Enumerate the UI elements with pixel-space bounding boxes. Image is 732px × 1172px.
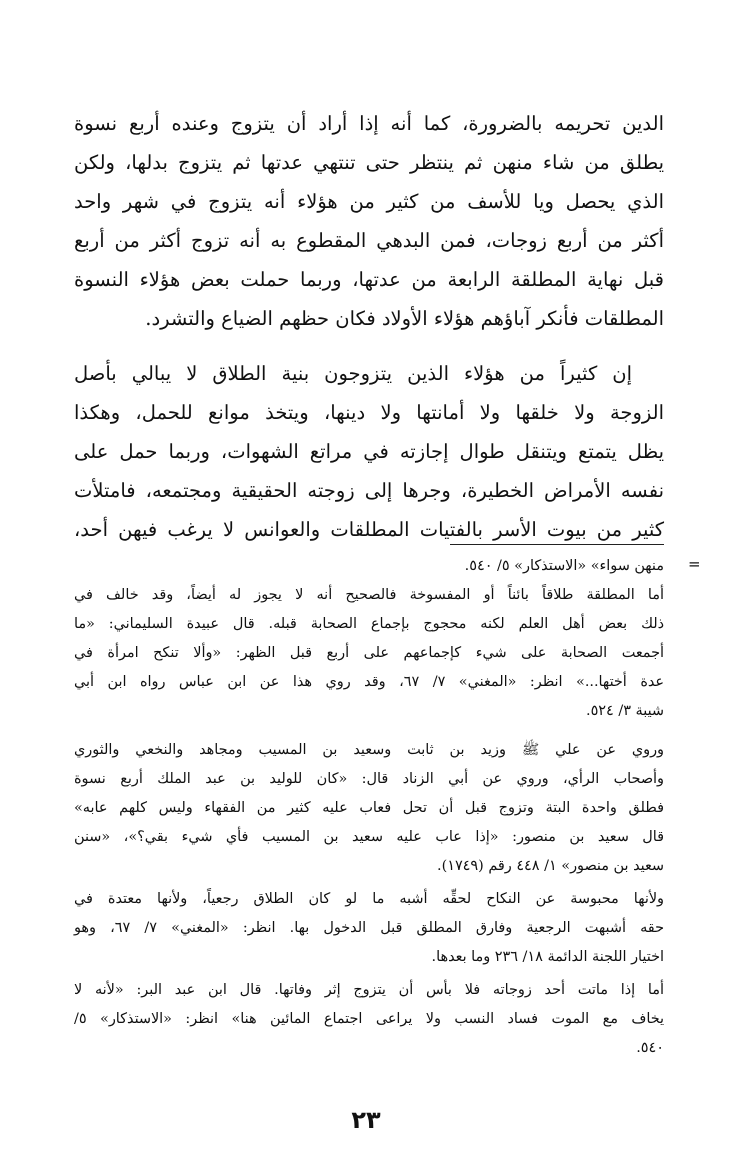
text-line: الذي يحصل ويا للأسف من كثير من هؤلاء أنه يتزوج في شهر واحد [74,190,664,213]
paragraph-2 [74,354,664,549]
footnote-line: منهن سواء» «الاستذكار» ٥/ ٥٤٠. [464,558,664,574]
text-line: يطلق من شاء منهن ثم ينتظر حتى تنتهي عدتها ثم يتزوج بدلها، ولكن [74,151,664,174]
footnote-line: اختيار اللجنة الدائمة ١٨/ ٢٣٦ وما بعدها. [431,949,664,965]
footnote-5 [74,976,664,1063]
footnote-separator [450,544,664,545]
footnote-line: قال سعيد بن منصور: «إذا عاب عليه سعيد بن المسيب فأي شيء بقي؟»، «سنن [74,829,664,845]
footnote-3 [74,736,664,881]
footnote-line: يخاف مع الموت فساد النسب ولا يراعى اجتماع المائين هنا» انظر: «الاستذكار» ٥/ [74,1011,664,1027]
footnote-line: أما إذا ماتت أحد زوجاته فلا بأس أن يتزوج إثر وفاتها. قال ابن عبد البر: «لأنه لا [74,982,664,998]
footnote-line: ٥٤٠. [636,1040,664,1056]
footnote-line: سعيد بن منصور» ١/ ٤٤٨ رقم (١٧٤٩). [437,858,664,874]
footnotes [74,552,664,1063]
text-line: يظل يتمتع ويتنقل طوال إجازته في مراتع الشهوات، وربما حمل على [74,440,664,463]
footnote-line: أما المطلقة طلاقاً بائناً أو المفسوخة فالصحيح أنه لا يجوز له أيضاً، وقد خالف في [74,587,664,603]
text-line: قبل نهاية المطلقة الرابعة من عدتها، وربما حملت بعض هؤلاء النسوة [74,268,664,291]
text-line: إن كثيراً من هؤلاء الذين يتزوجون بنية الطلاق لا يبالي بأصل [74,362,632,385]
page-number: ٢٣ [351,1106,381,1134]
footnote-4 [74,885,664,972]
footnote-2 [74,581,664,726]
footnote-line: وأصحاب الرأي، وروي عن أبي الزناد قال: «كان للوليد بن عبد الملك أربع نسوة [74,771,664,787]
footnote-line: ذلك بعض أهل العلم لكنه محجوج بإجماع الصحابة قبله. قال عبيدة السليماني: «ما [74,616,664,632]
text-line: الدين تحريمه بالضرورة، كما أنه إذا أراد أن يتزوج وعنده أربع نسوة [74,112,664,135]
text-line: الزوجة ولا خلقها ولا أمانتها ولا دينها، ويتخذ موانع للحمل، وهكذا [74,401,664,424]
footnote-continuation-mark: = [688,555,701,573]
paragraph-1 [74,104,664,338]
main-text [74,104,664,549]
text-line: المطلقات فأنكر آباؤهم هؤلاء الأولاد فكان حظهم الضياع والتشرد. [145,307,664,330]
footnote-line: شيبة ٣/ ٥٢٤. [586,703,664,719]
footnote-line: ولأنها محبوسة عن النكاح لحقِّه أشبه ما لو كان الطلاق رجعياً، ولأنها معتدة في [74,891,664,907]
footnote-line: فطلق واحدة البتة وتزوج قبل أن تحل فعاب عليه كثير من الفقهاء وليس كلهم عابه» [74,800,664,816]
text-line: أكثر من أربع زوجات، فمن البدهي المقطوع به أنه تزوج أكثر من أربع [74,229,664,252]
text-line: كثير من بيوت الأسر بالفتيات المطلقات والعوانس لا يرغب فيهن أحد، [74,518,664,541]
footnote-1 [74,552,664,581]
footnote-line: وروي عن علي ﷺ وزيد بن ثابت وسعيد بن المسيب ومجاهد والنخعي والثوري [74,742,664,758]
footnote-line: أجمعت الصحابة على شيء كإجماعهم على أربع قبل الظهر: «وألا تنكح امرأة في [74,645,664,661]
text-line: نفسه الأمراض الخطيرة، وجرها إلى زوجته الحقيقية ومجتمعه، فامتلأت [74,479,664,502]
footnote-line: عدة أختها...» انظر: «المغني» ٧/ ٦٧، وقد روي هذا عن ابن عباس رواه ابن أبي [74,674,664,690]
footnote-line: حقه أشبهت الرجعية وفارق المطلق قبل الدخول بها. انظر: «المغني» ٧/ ٦٧، وهو [74,920,664,936]
